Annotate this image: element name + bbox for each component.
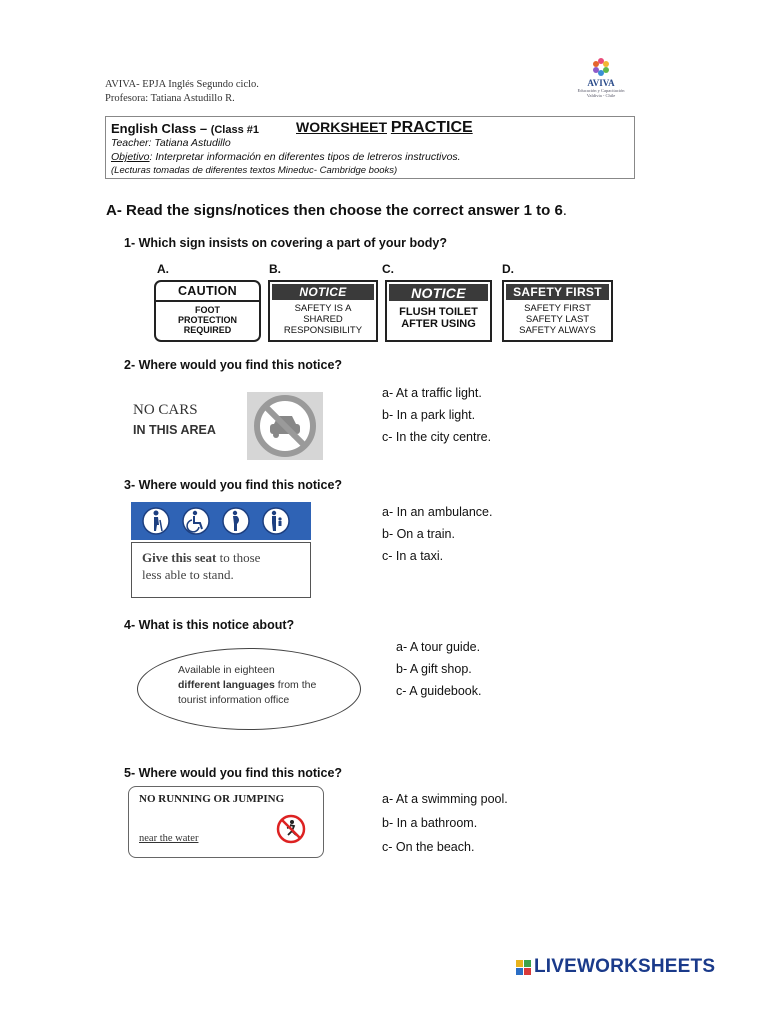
q5-notice-title: NO RUNNING OR JUMPING (139, 793, 285, 805)
elderly-person-icon (141, 506, 171, 536)
q4-line-1: Available in eighteen (178, 664, 275, 676)
q4-notice-oval (137, 648, 361, 730)
class-title (111, 121, 259, 136)
q1-letter-d: D. (502, 262, 514, 276)
q5-option-c: c- On the beach. (382, 840, 475, 854)
q2-option-a: a- At a traffic light. (382, 386, 482, 400)
q4-option-c: c- A guidebook. (396, 684, 482, 698)
aviva-logo (578, 56, 624, 98)
question-2: 2- Where would you find this notice? (124, 358, 343, 372)
class-info-box (105, 116, 635, 179)
sign-b-notice (268, 280, 378, 342)
teacher-line: Teacher: Tatiana Astudillo (111, 137, 231, 149)
q4-line-3: tourist information office (178, 694, 290, 706)
q1-letter-c: C. (382, 262, 394, 276)
q2-notice-line-2: IN THIS AREA (133, 423, 216, 437)
header-teacher-line: Profesora: Tatiana Astudillo R. (105, 93, 235, 104)
q3-sign-rest-2: less able to stand. (142, 567, 234, 582)
section-a-title (106, 202, 567, 219)
no-running-icon (275, 813, 307, 845)
liveworksheets-squares-icon (516, 960, 531, 975)
readings-line: (Lecturas tomadas de diferentes textos Mineduc- Cambridge books) (111, 165, 398, 176)
q2-option-b: b- In a park light. (382, 408, 476, 422)
sign-d-safety (502, 280, 613, 342)
sign-a-line-2: PROTECTION (177, 315, 237, 325)
q4-line-2-rest: from the (274, 679, 317, 691)
sign-b-line-2: SHARED (303, 314, 343, 325)
sign-c-notice (385, 280, 492, 342)
question-5: 5- Where would you find this notice? (124, 766, 343, 780)
q3-sign-text (142, 549, 260, 583)
q2-notice-image (125, 392, 323, 460)
question-4: 4- What is this notice about? (124, 618, 295, 632)
person-with-child-icon (261, 506, 291, 536)
q4-option-a: a- A tour guide. (396, 640, 481, 654)
class-number: (Class #1 (210, 124, 260, 136)
wheelchair-icon (181, 506, 211, 536)
q3-sign-text-box (131, 542, 311, 598)
sign-a-caution (154, 280, 261, 342)
sign-d-line-3: SAFETY ALWAYS (519, 325, 596, 336)
q3-option-b: b- On a train. (382, 527, 455, 541)
question-3: 3- Where would you find this notice? (124, 478, 343, 492)
worksheet-word: WORKSHEET (296, 119, 387, 135)
sign-c-text (387, 303, 490, 330)
sign-a-line-3: REQUIRED (183, 325, 232, 335)
sign-d-line-1: SAFETY FIRST (524, 303, 591, 314)
objective-line (111, 151, 461, 163)
q4-option-b: b- A gift shop. (396, 662, 472, 676)
sign-c-line-1: FLUSH TOILET (399, 306, 478, 318)
objective-label: Objetivo (111, 151, 150, 163)
pregnant-woman-icon (221, 506, 251, 536)
sign-a-line-1: FOOT (195, 305, 220, 315)
q3-option-a: a- In an ambulance. (382, 505, 493, 519)
sign-b-header: NOTICE (272, 284, 374, 300)
section-a-title-period: . (562, 202, 567, 219)
worksheet-title (296, 119, 473, 137)
sign-c-header: NOTICE (389, 284, 488, 301)
q5-option-a: a- At a swimming pool. (382, 792, 508, 806)
objective-text: : Interpretar información en diferentes tipos de letreros instructivos. (149, 151, 461, 163)
aviva-logo-name: AVIVA (587, 78, 615, 88)
liveworksheets-text: LIVEWORKSHEETS (534, 956, 716, 977)
aviva-logo-sub2: Valdivia - Chile (586, 93, 616, 98)
sign-b-text (270, 302, 376, 336)
q5-notice-image (128, 786, 324, 858)
q1-letter-a: A. (157, 262, 169, 276)
q3-notice-image (131, 502, 311, 598)
sign-d-line-2: SAFETY LAST (525, 314, 590, 325)
sign-b-line-1: SAFETY IS A (294, 303, 352, 314)
no-cars-icon (253, 394, 317, 458)
sign-c-line-2: AFTER USING (401, 318, 476, 330)
sign-b-line-3: RESPONSIBILITY (283, 325, 363, 336)
q5-option-b: b- In a bathroom. (382, 816, 478, 830)
practice-word: PRACTICE (390, 119, 473, 136)
q3-sign-rest-1: to those (216, 550, 261, 565)
q4-notice-text (178, 663, 316, 708)
question-1: 1- Which sign insists on covering a part of your body? (124, 236, 447, 250)
aviva-flower-icon (590, 56, 612, 78)
q3-sign-bold: Give this seat (142, 550, 217, 565)
liveworksheets-logo (516, 956, 715, 978)
aviva-logo-sub1: Educación y Capacitación (577, 88, 625, 93)
class-label: English Class – (111, 121, 211, 136)
sign-a-header: CAUTION (156, 282, 259, 302)
q2-option-c: c- In the city centre. (382, 430, 492, 444)
header-school-line: AVIVA- EPJA Inglés Segundo ciclo. (105, 79, 259, 90)
q5-notice-subtitle: near the water (139, 833, 199, 844)
q1-letter-b: B. (269, 262, 281, 276)
sign-d-text (504, 302, 611, 336)
sign-d-header: SAFETY FIRST (506, 284, 609, 300)
sign-a-text (156, 302, 259, 335)
q2-notice-line-1: NO CARS (133, 402, 198, 418)
q3-option-c: c- In a taxi. (382, 549, 444, 563)
section-a-title-text: A- Read the signs/notices then choose the correct answer 1 to 6 (106, 202, 563, 219)
q4-bold-text: different languages (178, 679, 275, 691)
